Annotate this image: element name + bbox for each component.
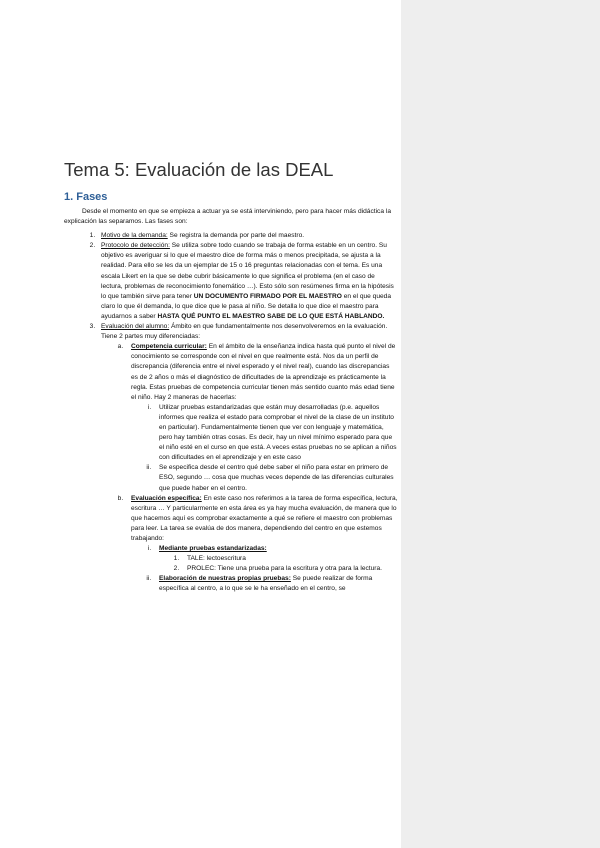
item-text: Ámbito en que fundamentalmente nos desenvolveremos en la evaluación. Tiene 2 partes muy diferenciadas:	[101, 323, 388, 341]
list-item	[153, 574, 398, 594]
sublist-alpha	[101, 342, 398, 594]
item-text: Se registra la demanda por parte del maestro.	[167, 232, 305, 240]
item-emphasis: UN DOCUMENTO FIRMADO POR EL MAESTRO	[193, 292, 342, 300]
item-text: en el que queda claro lo que él demanda, lo que dice que le pasa al niño. Se detalla lo que dice el maestro para ayudarnos a saber	[101, 292, 391, 320]
list-item-evaluacion-alumno	[97, 322, 398, 595]
item-text: Se utiliza sobre todo cuando se trabaja de forma estable en un centro. Su objetivo es averiguar si lo que el maestro dice de forma más o menos precipitada, se ajusta a la realidad. Para ello se les da un ejemplar de 15 o 16 preguntas relacionadas con el tema. Es una escala Likert en la que se debe cubrir básicamente lo que significa el problema (en el caso de lectura, problemas de reconocimiento fonemático …). Esto sólo son resúmenes firma en la hipótesis lo que también sirve para tener	[101, 242, 394, 300]
page-title: Tema 5: Evaluación de las DEAL	[64, 159, 334, 180]
comment-margin-panel	[401, 0, 600, 848]
list-item: 1. TALE: lectoescritura	[181, 554, 398, 564]
item-emphasis: HASTA QUÉ PUNTO EL MAESTRO SABE DE LO QUE ESTÁ HABLANDO.	[157, 312, 385, 320]
list-item-protocolo	[97, 241, 398, 322]
sublist-roman	[131, 544, 398, 594]
list-item	[153, 544, 398, 574]
list-item: ii. Se especifica desde el centro qué debe saber el niño para estar en primero de ESO, segundo … cosa que muchas veces depende de las diferencias culturales que puede haber en el centro.	[153, 463, 398, 493]
sublist-roman	[131, 403, 398, 494]
list-item-especifica	[125, 494, 398, 595]
item-label: Competencia curricular:	[131, 343, 207, 351]
list-item: 2. PROLEC: Tiene una prueba para la escritura y otra para la lectura.	[181, 564, 398, 574]
list-item-motivo	[97, 231, 398, 241]
intro-paragraph: Desde el momento en que se empieza a actuar ya se está interviniendo, pero para hacer más didáctica la explicación las separamos. Las fases son:	[64, 208, 391, 226]
item-label: Motivo de la demanda:	[101, 232, 168, 240]
list-item-competencia	[125, 342, 398, 493]
sublist-numeric	[159, 554, 398, 574]
section-heading: 1. Fases	[64, 191, 108, 203]
item-label: Mediante pruebas estandarizadas:	[159, 545, 267, 553]
item-label: Evaluación específica:	[131, 494, 202, 502]
item-label: Elaboración de nuestras propias pruebas:	[159, 575, 291, 583]
item-text: En el ámbito de la enseñanza indica hasta qué punto el nivel de conocimiento se corresponde con el nivel en que realmente está. Nos da un perfil de discrepancia (diferencia entre el nivel esperado y el nivel real), cuando las discrepancias es de 2 años o más el diagnóstico de dificultades de la aprendizaje es prácticamente la regla. Estas pruebas de competencia curricular tienen más sentido cuanto más edad tiene el niño. Hay 2 maneras de hacerlas:	[131, 343, 396, 401]
item-label: Evaluación del alumno:	[101, 323, 170, 331]
item-text: Se puede realizar de forma específica al centro, a lo que se le ha enseñado en el centro, se	[159, 575, 373, 593]
item-text: En este caso nos referimos a la tarea de forma específica, lectura, escritura … Y particularmente en esta área es ya hay mucha evaluación, de manera que lo que hacemos aquí es comprobar exactamente a qué se refiere el maestro con problemas para leer. La tarea se evalúa de dos manera, dependiendo del centro en que estemos trabajando:	[131, 494, 398, 542]
list-item: i. Utilizar pruebas estandarizadas que están muy desarrolladas (p.e. aquellos informes que realiza el estado para comprobar el nivel de la clase de un instituto en particular). Fundamentalmente tienen que ver con lenguaje y matemática, pero hay también otras cosas. Es decir, hay un nivel mínimo esperado para que el niño esté en el curso en que está. A veces estas pruebas no se aplican a niños con dificultades en el aprendizaje y en este caso	[153, 403, 398, 464]
document-body	[64, 207, 398, 595]
item-label: Protocolo de detección:	[101, 242, 170, 250]
phases-list	[64, 231, 398, 594]
